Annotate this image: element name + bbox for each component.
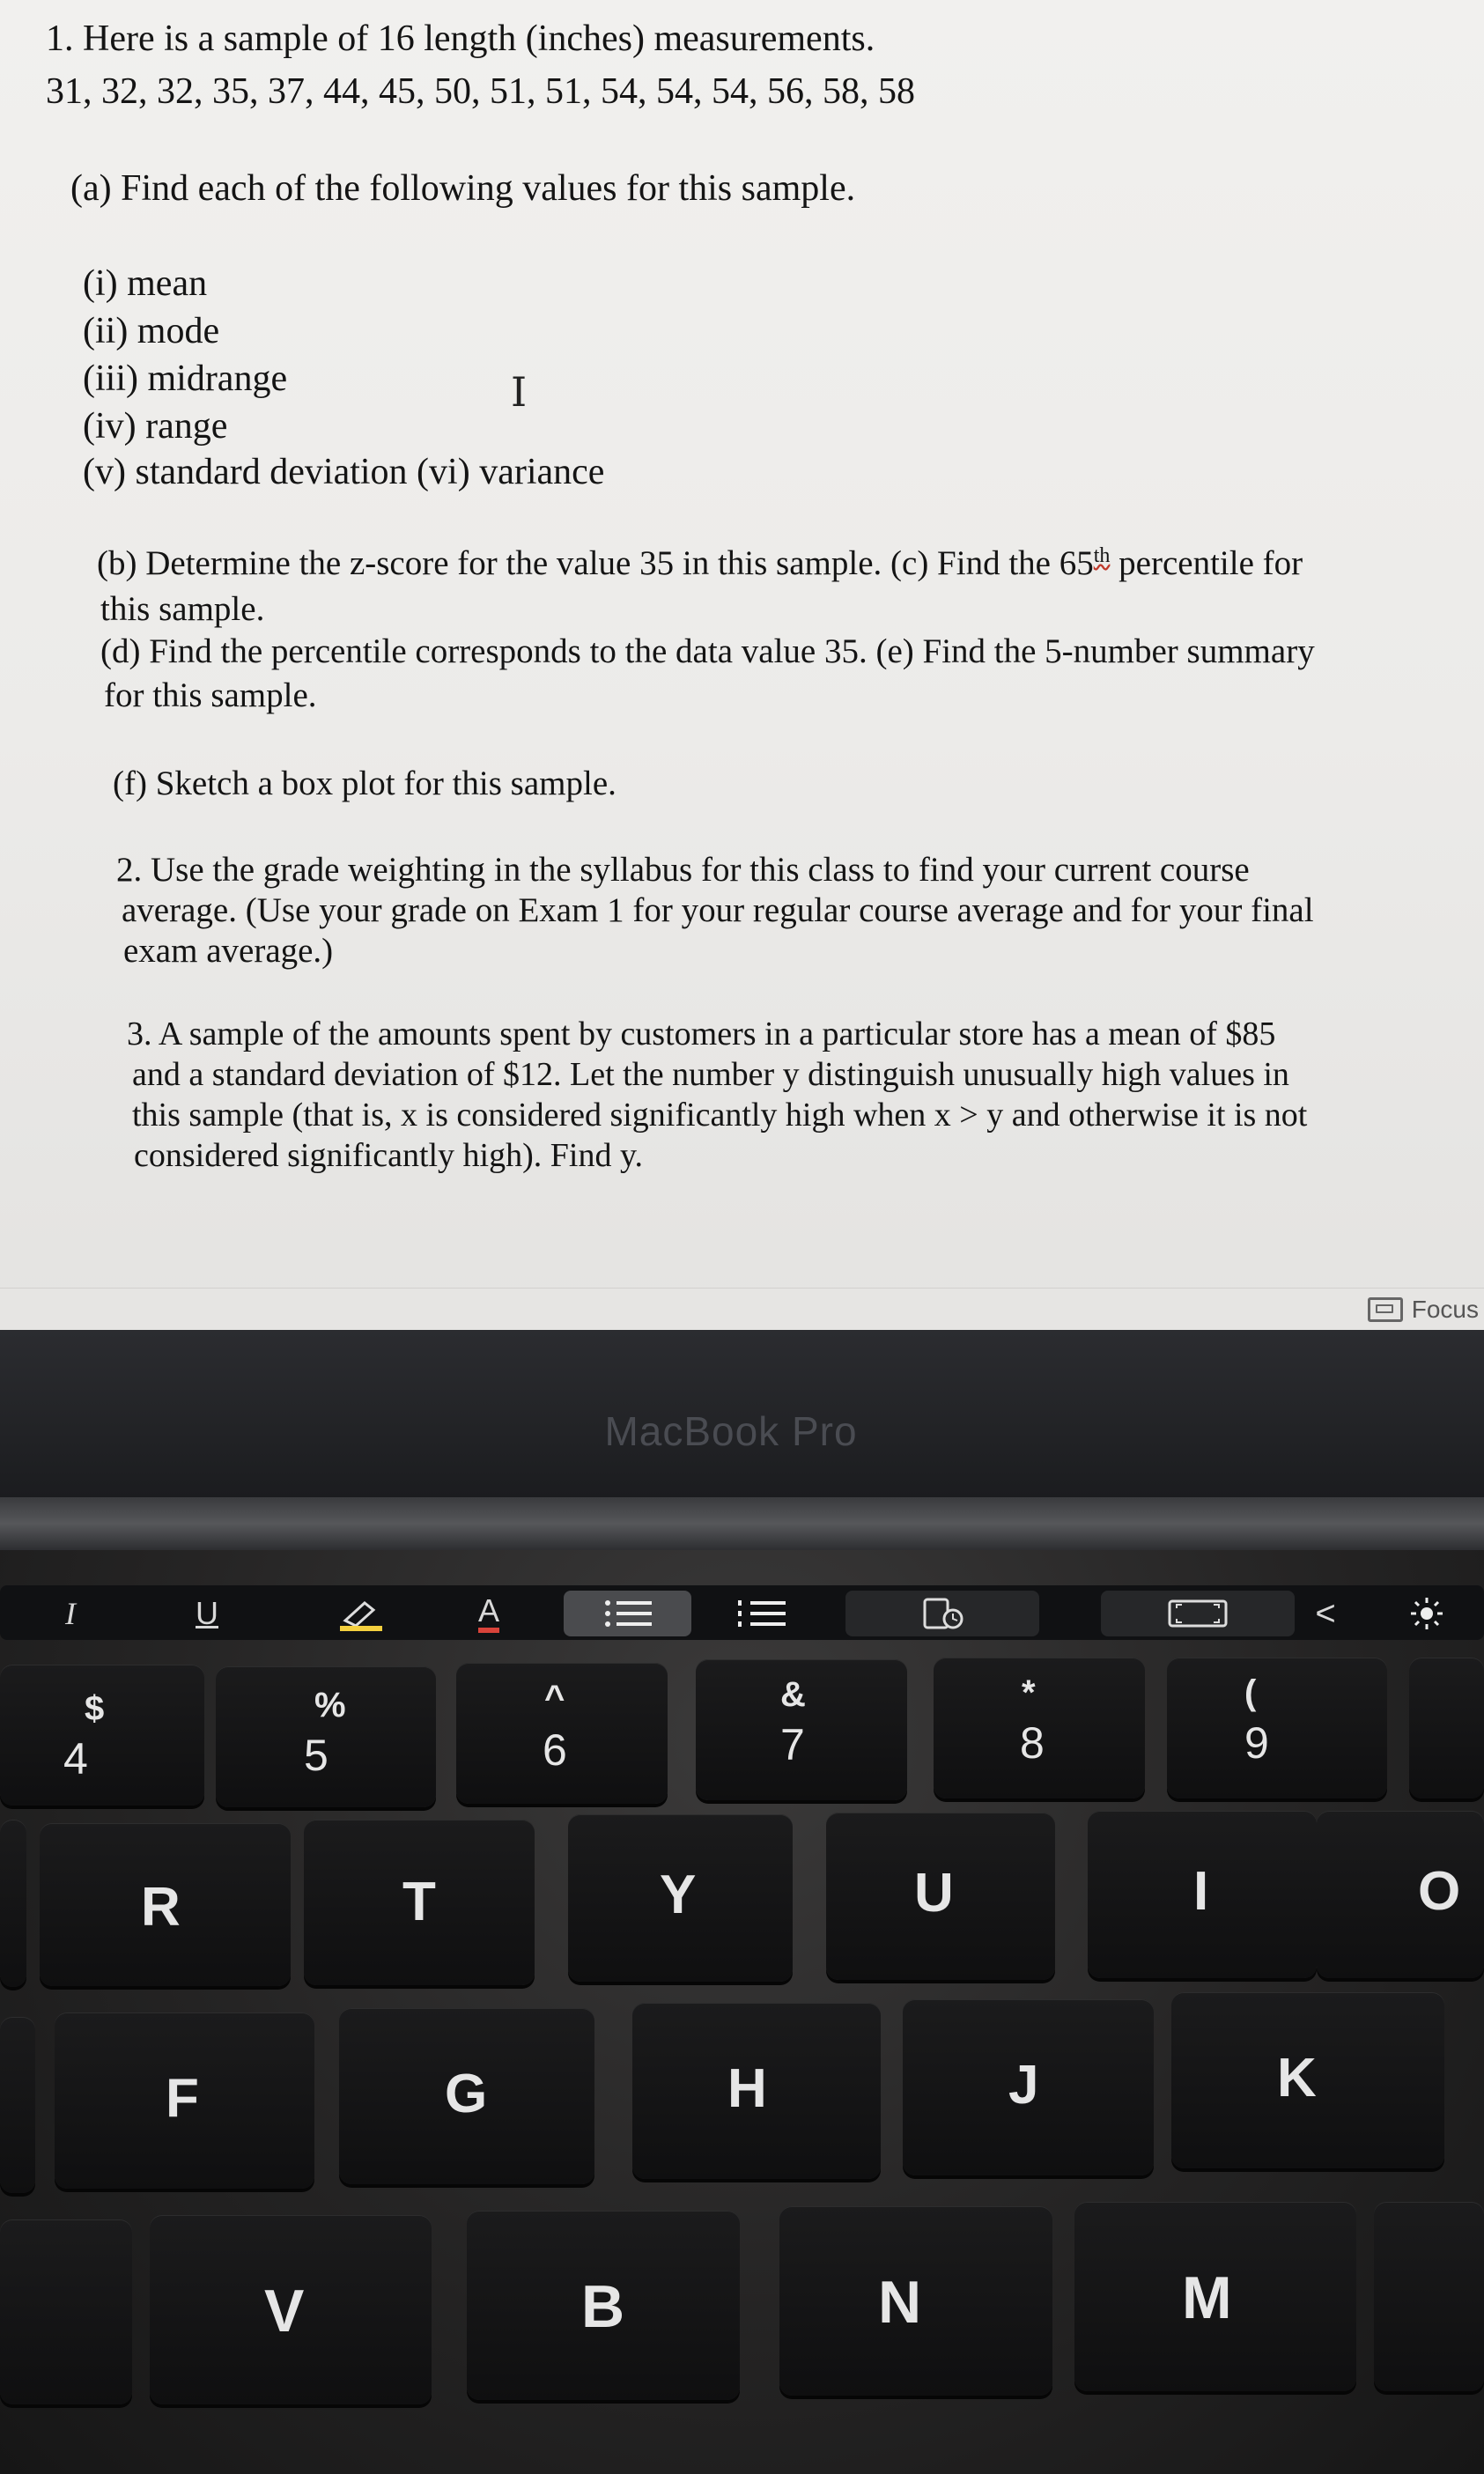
key-t[interactable] [304, 1820, 535, 1985]
key-v-label: V [264, 2278, 305, 2345]
key-g-label: G [445, 2064, 488, 2124]
question-1d-line2: for this sample. [104, 676, 317, 714]
key-y-label: Y [660, 1865, 697, 1925]
fullscreen-glyph [1163, 1596, 1233, 1631]
document-timer-glyph [907, 1594, 978, 1633]
touchbar-underline-button[interactable] [159, 1591, 255, 1636]
question-1d: (d) Find the percentile corresponds to the data value 35. (e) Find the 5-number summary [100, 632, 1315, 670]
italic-label: I [65, 1596, 76, 1631]
key-t-label: T [402, 1872, 436, 1932]
key-v[interactable] [150, 2215, 432, 2404]
text-cursor-icon: I [511, 368, 528, 416]
key-h-label: H [727, 2058, 767, 2119]
key-8-symbol: * [1022, 1673, 1036, 1712]
question-3-line2: and a standard deviation of $12. Let the number y distinguish unusually high values in [132, 1056, 1289, 1093]
question-1b [97, 544, 1303, 583]
question-2-line2: average. (Use your grade on Exam 1 for your regular course average and for your final [122, 891, 1314, 929]
key-i[interactable] [1088, 1811, 1317, 1978]
brand-label: MacBook Pro [604, 1408, 858, 1454]
key-m-label: M [1182, 2264, 1232, 2331]
key-c-partial[interactable] [0, 2219, 132, 2404]
question-3-line4: considered significantly high). Find y. [134, 1137, 643, 1174]
question-1f: (f) Sketch a box plot for this sample. [113, 764, 616, 802]
item-mean: (i) mean [83, 263, 208, 304]
key-7-symbol: & [780, 1675, 806, 1714]
bullet-list-icon[interactable] [564, 1591, 691, 1636]
key-u-label: U [914, 1863, 954, 1924]
bullet-list-glyph [597, 1596, 659, 1631]
laptop-hinge [0, 1497, 1484, 1550]
item-stdev-variance: (v) standard deviation (vi) variance [83, 452, 605, 492]
question-3-line3: this sample (that is, x is considered significantly high when x > y and otherwise it is not [132, 1097, 1308, 1134]
key-9-digit: 9 [1244, 1718, 1269, 1768]
question-1c-text: percentile for [1119, 544, 1303, 582]
text-color-label: A [478, 1594, 499, 1633]
key-5-symbol: % [314, 1686, 346, 1724]
item-range: (iv) range [83, 406, 228, 447]
key-n[interactable] [779, 2206, 1052, 2396]
fullscreen-icon[interactable] [1101, 1591, 1295, 1636]
key-8-digit: 8 [1020, 1718, 1045, 1768]
chevron-left-icon: < [1315, 1593, 1336, 1633]
key-u[interactable] [826, 1813, 1055, 1980]
key-e-partial[interactable] [0, 1820, 26, 1987]
key-g[interactable] [339, 2008, 594, 2184]
brightness-glyph [1405, 1594, 1449, 1633]
key-9-symbol: ( [1244, 1673, 1257, 1712]
key-y[interactable] [568, 1814, 793, 1982]
key-h[interactable] [632, 2003, 881, 2179]
key-4-symbol: $ [85, 1689, 105, 1728]
key-4[interactable] [0, 1665, 204, 1806]
key-r-label: R [141, 1877, 181, 1938]
highlighter-icon[interactable] [308, 1591, 414, 1636]
key-d-partial[interactable] [0, 2017, 35, 2193]
question-2-line1: 2. Use the grade weighting in the syllabus for this class to find your current course [116, 851, 1250, 889]
numbered-list-icon[interactable] [713, 1591, 810, 1636]
key-5[interactable] [216, 1666, 436, 1807]
focus-label: Focus [1411, 1296, 1479, 1323]
key-f[interactable] [55, 2012, 314, 2189]
key-8[interactable] [934, 1658, 1145, 1798]
question-2-line3: exam average.) [123, 932, 334, 970]
question-1b-text: (b) Determine the z-score for the value 35 in this sample. (c) Find the 65 [97, 544, 1094, 582]
question-1b-line2: this sample. [100, 590, 265, 628]
key-comma-partial[interactable] [1374, 2202, 1484, 2391]
status-bar [0, 1288, 1484, 1330]
question-1-data: 31, 32, 32, 35, 37, 44, 45, 50, 51, 51, 54, 54, 54, 56, 58, 58 [46, 71, 915, 112]
key-k[interactable] [1171, 1992, 1444, 2168]
touchbar-text-color-button[interactable] [440, 1591, 537, 1636]
focus-button[interactable] [1368, 1296, 1479, 1324]
document-timer-icon[interactable] [845, 1591, 1039, 1636]
question-3-line1: 3. A sample of the amounts spent by customers in a particular store has a mean of $85 [127, 1015, 1276, 1052]
laptop-bezel [0, 1330, 1484, 1497]
question-1-intro: 1. Here is a sample of 16 length (inches) measurements. [46, 18, 875, 59]
key-o-label: O [1418, 1861, 1461, 1922]
key-j-label: J [1008, 2055, 1039, 2116]
key-7-digit: 7 [780, 1720, 805, 1769]
key-4-digit: 4 [63, 1734, 88, 1783]
key-6-symbol: ^ [544, 1679, 565, 1717]
key-9[interactable] [1167, 1658, 1387, 1798]
superscript-th: th [1093, 544, 1111, 567]
key-6[interactable] [456, 1663, 668, 1804]
item-midrange: (iii) midrange [83, 358, 288, 399]
key-j[interactable] [903, 1999, 1154, 2175]
key-b[interactable] [467, 2211, 740, 2400]
key-n-label: N [878, 2269, 922, 2336]
key-0-partial[interactable] [1409, 1658, 1484, 1798]
touchbar-italic-button[interactable] [35, 1591, 106, 1636]
key-7[interactable] [696, 1659, 907, 1800]
key-k-label: K [1277, 2048, 1317, 2108]
question-1a: (a) Find each of the following values for this sample. [70, 168, 856, 209]
key-f-label: F [166, 2068, 199, 2129]
focus-icon [1368, 1297, 1403, 1322]
underline-label: U [196, 1595, 218, 1631]
key-5-digit: 5 [304, 1731, 329, 1780]
brightness-icon[interactable] [1383, 1591, 1471, 1636]
highlighter-glyph [326, 1594, 396, 1633]
numbered-list-glyph [731, 1596, 793, 1631]
key-b-label: B [581, 2273, 625, 2340]
touchbar-collapse-button[interactable] [1286, 1591, 1365, 1636]
key-o[interactable] [1317, 1811, 1484, 1978]
item-mode: (ii) mode [83, 311, 220, 351]
key-r[interactable] [40, 1823, 291, 1986]
key-m[interactable] [1074, 2202, 1356, 2391]
key-i-label: I [1193, 1861, 1209, 1922]
key-6-digit: 6 [543, 1725, 567, 1775]
